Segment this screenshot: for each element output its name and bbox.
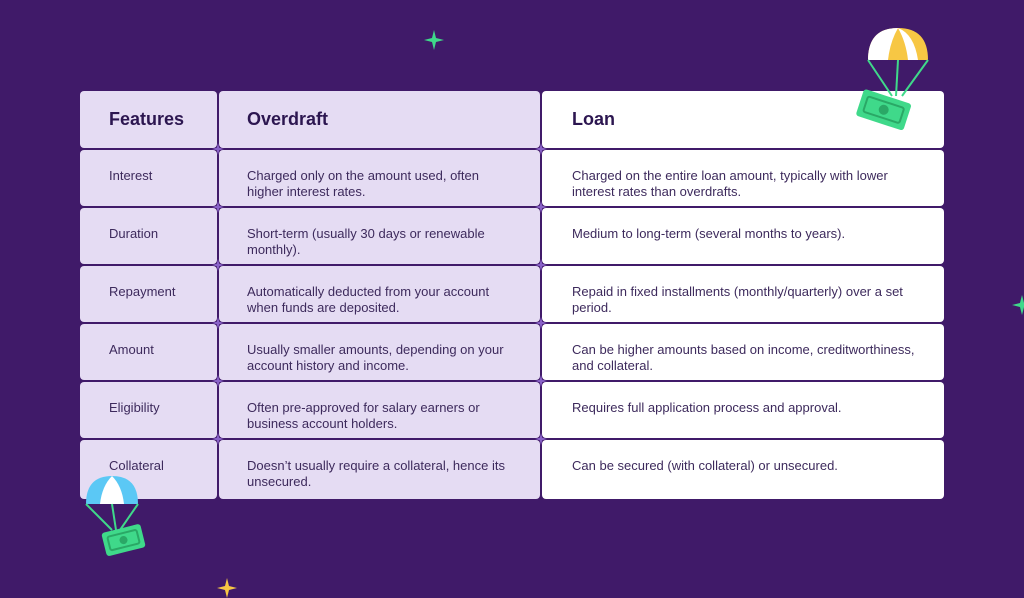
feature-duration: Duration: [80, 208, 217, 264]
comparison-table: [80, 91, 944, 499]
header-features: Features: [80, 91, 217, 148]
header-overdraft: Overdraft: [219, 91, 540, 148]
parachute-money-icon: [82, 472, 152, 562]
sparkle-icon: [535, 433, 547, 445]
feature-interest: Interest: [80, 150, 217, 206]
sparkle-icon: [212, 259, 224, 271]
sparkle-icon: [217, 578, 237, 598]
feature-amount: Amount: [80, 324, 217, 380]
parachute-money-icon: [850, 24, 940, 134]
loan-repayment: Repaid in fixed installments (monthly/quarterly) over a set period.: [542, 266, 944, 322]
loan-interest: Charged on the entire loan amount, typically with lower interest rates than overdrafts.: [542, 150, 944, 206]
sparkle-icon: [535, 259, 547, 271]
sparkle-icon: [212, 433, 224, 445]
loan-duration: Medium to long-term (several months to years).: [542, 208, 944, 264]
loan-amount: Can be higher amounts based on income, creditworthiness, and collateral.: [542, 324, 944, 380]
overdraft-interest: Charged only on the amount used, often higher interest rates.: [219, 150, 540, 206]
feature-collateral: Collateral: [80, 440, 217, 499]
sparkle-icon: [212, 201, 224, 213]
sparkle-icon: [1012, 295, 1024, 315]
sparkle-icon: [212, 143, 224, 155]
sparkle-icon: [424, 30, 444, 50]
overdraft-duration: Short-term (usually 30 days or renewable monthly).: [219, 208, 540, 264]
feature-repayment: Repayment: [80, 266, 217, 322]
header-loan: Loan: [542, 91, 944, 148]
sparkle-icon: [535, 143, 547, 155]
sparkle-icon: [535, 317, 547, 329]
loan-eligibility: Requires full application process and approval.: [542, 382, 944, 438]
sparkle-icon: [212, 375, 224, 387]
sparkle-icon: [535, 375, 547, 387]
sparkle-icon: [535, 201, 547, 213]
overdraft-amount: Usually smaller amounts, depending on your account history and income.: [219, 324, 540, 380]
feature-eligibility: Eligibility: [80, 382, 217, 438]
overdraft-collateral: Doesn’t usually require a collateral, hence its unsecured.: [219, 440, 540, 499]
overdraft-eligibility: Often pre-approved for salary earners or business account holders.: [219, 382, 540, 438]
loan-collateral: Can be secured (with collateral) or unsecured.: [542, 440, 944, 499]
overdraft-repayment: Automatically deducted from your account when funds are deposited.: [219, 266, 540, 322]
sparkle-icon: [212, 317, 224, 329]
